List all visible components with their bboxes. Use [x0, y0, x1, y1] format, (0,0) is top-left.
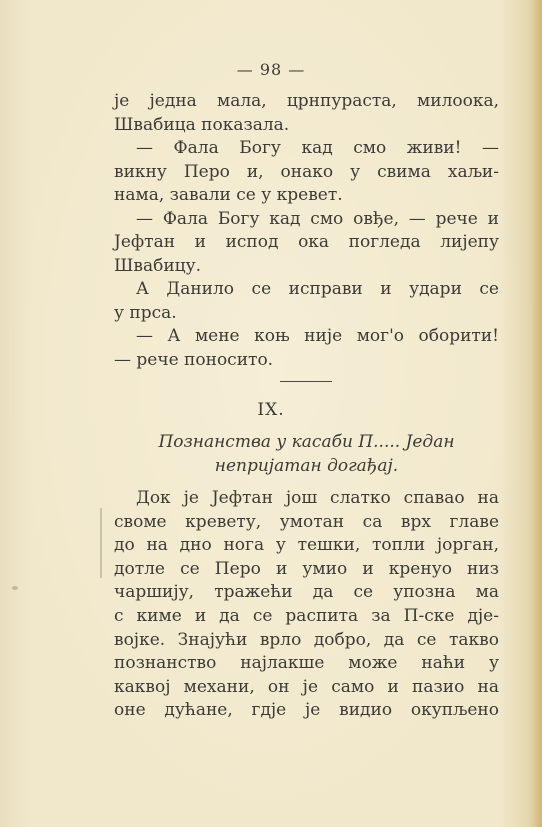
text-line: Док је Јефтан још слатко спавао на: [136, 488, 499, 508]
text-line: познанство најлакше може наћи у: [114, 653, 499, 674]
chapter-body-paragraphs: [114, 487, 499, 723]
text-line: војке. Знајући врло добро, да се такво: [114, 629, 499, 650]
text-line: оне дућане, гдје је видио окупљено: [114, 700, 499, 721]
chapter-title-line-2: непријатан догађај.: [214, 456, 399, 476]
text-line: — рече поносито.: [114, 349, 274, 370]
text-line: Јефтан и испод ока погледа лијепу: [114, 232, 499, 252]
chapter-title-line-1: Познанства у касаби П..... Један: [158, 432, 455, 452]
text-line: Швабица показала.: [114, 114, 290, 135]
text-line: дотле се Перо и умио и кренуо низ: [114, 558, 499, 579]
text-line: — Фала Богу кад смо овђе, — рече и: [136, 208, 499, 229]
text-line: Швабицу.: [114, 255, 202, 276]
text-line: викну Перо и, онако у свима хаљи-: [114, 161, 499, 182]
section-divider: [280, 381, 332, 382]
text-line: — Фала Богу кад смо живи! —: [136, 138, 499, 158]
text-line: нама, завали се у кревет.: [114, 185, 343, 205]
text-line: своме кревету, умотан са врх главе: [114, 511, 499, 532]
text-line: каквој механи, он је само и пазио на: [114, 676, 499, 697]
text-line: до на дно нога у тешки, топли јорган,: [114, 535, 499, 556]
top-paragraphs: [114, 90, 499, 372]
text-line: — А мене коњ није мог'о оборити!: [136, 326, 499, 346]
chapter-title: [114, 430, 499, 478]
text-line: А Данило се исправи и удари се: [136, 279, 499, 299]
text-line: је једна мала, црнпураста, милоока,: [114, 91, 499, 111]
text-line: чаршију, тражећи да се упозна ма: [114, 582, 499, 603]
margin-pencil-mark: [100, 508, 102, 578]
text-line: у прса.: [114, 302, 177, 323]
paper-stain: [12, 586, 18, 590]
page-number: — 98 —: [236, 60, 306, 79]
text-line: с киме и да се распита за П-ске дје-: [114, 605, 499, 626]
chapter-number: IX.: [257, 400, 285, 420]
